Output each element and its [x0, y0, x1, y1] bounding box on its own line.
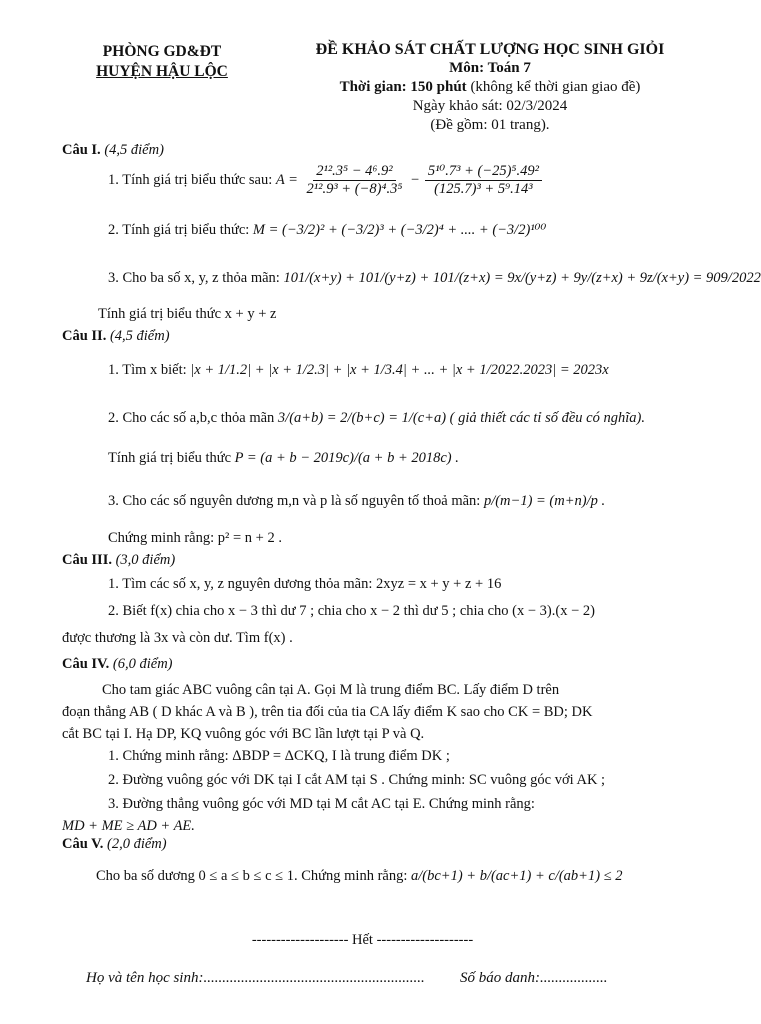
q4-intro1: Cho tam giác ABC vuông cân tại A. Gọi M là trung điểm BC. Lấy điểm D trên [102, 682, 560, 698]
org-block [62, 42, 262, 82]
q1-p3-rhs: = 9x/(y+z) + 9y/(z+x) + 9z/(x+y) = 909/2022 [493, 270, 761, 286]
q1-p1-A: A = [275, 171, 298, 188]
q4-intro2: đoạn thẳng AB ( D khác A và B ), trên tia đối của tia CA lấy điểm K sao cho CK = BD; DK [62, 704, 593, 720]
q5-title: Câu V. [62, 836, 104, 852]
time-label: Thời gian: 150 phút [339, 79, 467, 95]
q1-p2-text: 2. Tính giá trị biểu thức: [108, 222, 250, 238]
time-note: (không kể thời gian giao đề) [470, 79, 641, 95]
exam-title: ĐỀ KHẢO SÁT CHẤT LƯỢNG HỌC SINH GIỎI [315, 41, 665, 58]
q2-p2-expr: 3/(a+b) = 2/(b+c) = 1/(c+a) [277, 410, 447, 426]
q3-title: Câu III. [62, 552, 112, 568]
q4-heading [62, 656, 173, 673]
end-marker: -------------------- Hết -------------------- [251, 932, 474, 948]
q1-p1-minus: − [411, 171, 420, 188]
q5-expr: a/(bc+1) + b/(ac+1) + c/(ab+1) ≤ 2 [411, 868, 623, 884]
frac-num: 2¹².3⁵ − 4⁶.9² [313, 163, 395, 181]
q1-title: Câu I. [62, 142, 101, 158]
exam-date: Ngày khảo sát: 02/3/2024 [412, 98, 568, 114]
q3-part2b: được thương là 3x và còn dư. Tìm f(x) . [62, 630, 293, 646]
exam-pages: (Đề gồm: 01 trang). [430, 117, 550, 133]
q2-p2-note: ( giả thiết các tỉ số đều có nghĩa). [449, 410, 645, 426]
org-line1: PHÒNG GD&ĐT [102, 43, 222, 60]
org-line2: HUYỆN HẬU LỘC [96, 63, 228, 80]
q2-points: (4,5 điểm) [109, 328, 170, 344]
q2-p1-expr: |x + 1/1.2| + |x + 1/2.3| + |x + 1/3.4| + ... + |x + 1/2022.2023| = 2023x [190, 362, 609, 378]
q2-part2-ask [108, 450, 459, 467]
student-id-line: Số báo danh:.................. [460, 970, 608, 986]
q2-part3-prove: Chứng minh rằng: p² = n + 2 . [108, 530, 282, 546]
q3-part2a: 2. Biết f(x) chia cho x − 3 thì dư 7 ; chia cho x − 2 thì dư 5 ; chia cho (x − 3).(x − 2) [108, 603, 595, 619]
q2-p2-ask: Tính giá trị biểu thức [108, 450, 232, 466]
q5-points: (2,0 điểm) [107, 836, 167, 852]
q1-points: (4,5 điểm) [104, 142, 164, 158]
q3-points: (3,0 điểm) [115, 552, 176, 568]
exam-subject: Môn: Toán 7 [449, 60, 531, 76]
q4-part1: 1. Chứng minh rằng: ΔBDP = ΔCKQ, I là trung điểm DK ; [108, 748, 450, 764]
q2-p2-P: P = (a + b − 2019c)/(a + b + 2018c) . [234, 450, 459, 466]
student-name-line: Họ và tên học sinh:........................................................... [86, 970, 425, 986]
q1-part3 [108, 270, 761, 287]
exam-header [270, 40, 710, 135]
q1-part2 [108, 222, 546, 239]
q4-part3a: 3. Đường thẳng vuông góc với MD tại M cắt AC tại E. Chứng minh rằng: [108, 796, 535, 812]
exam-time [270, 78, 710, 97]
q5-heading [62, 836, 167, 853]
q2-part2 [108, 410, 645, 427]
q4-title: Câu IV. [62, 656, 110, 672]
q1-p3-lhs: 101/(x+y) + 101/(y+z) + 101/(z+x) [283, 270, 491, 286]
q2-p2-text: 2. Cho các số a,b,c thỏa mãn [108, 410, 275, 426]
q2-p1-text: 1. Tìm x biết: [108, 362, 187, 378]
q2-p3-expr: p/(m−1) = (m+n)/p . [483, 493, 606, 509]
q5-text: Cho ba số dương 0 ≤ a ≤ b ≤ c ≤ 1. Chứng minh rằng: [96, 868, 408, 884]
q5-body [96, 868, 623, 885]
q1-p2-expr: M = (−3/2)² + (−3/2)³ + (−3/2)⁴ + .... + (−3/2)¹⁰⁰ [252, 222, 547, 238]
q3-part1: 1. Tìm các số x, y, z nguyên dương thỏa mãn: 2xyz = x + y + z + 16 [108, 576, 502, 592]
q1-part1 [108, 163, 544, 198]
frac-num: 5¹⁰.7³ + (−25)⁵.49² [425, 163, 542, 181]
q1-heading [62, 142, 164, 159]
q1-p3-text: 3. Cho ba số x, y, z thỏa mãn: [108, 270, 280, 286]
q2-heading [62, 328, 170, 345]
q4-part2: 2. Đường vuông góc với DK tại I cắt AM tại S . Chứng minh: SC vuông góc với AK ; [108, 772, 606, 788]
q2-part3 [108, 493, 605, 510]
q2-part1 [108, 362, 609, 379]
frac-den: (125.7)³ + 5⁹.14³ [434, 181, 533, 197]
q4-part3b: MD + ME ≥ AD + AE. [62, 818, 195, 834]
frac-den: 2¹².9³ + (−8)⁴.3⁵ [306, 181, 403, 197]
q3-heading [62, 552, 175, 569]
q1-ask: Tính giá trị biểu thức x + y + z [98, 306, 277, 322]
q4-points: (6,0 điểm) [112, 656, 173, 672]
q2-title: Câu II. [62, 328, 107, 344]
q1-p1-text: 1. Tính giá trị biểu thức sau: [108, 171, 273, 188]
q2-p3-text: 3. Cho các số nguyên dương m,n và p là số nguyên tố thoả mãn: [108, 493, 481, 509]
q1-p1-frac2 [425, 163, 542, 198]
q1-p1-frac1 [304, 163, 406, 198]
q4-intro3: cắt BC tại I. Hạ DP, KQ vuông góc với BC lần lượt tại P và Q. [62, 726, 425, 742]
